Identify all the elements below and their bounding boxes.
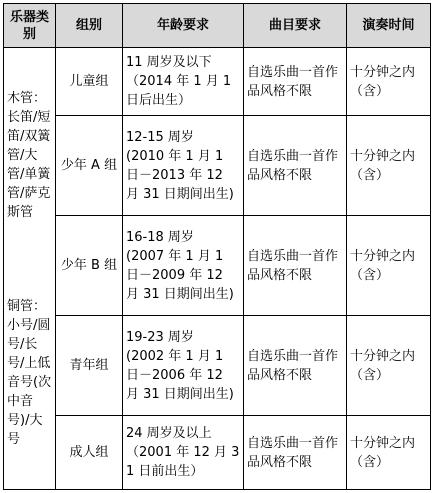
group-cell: 青年组 [56, 316, 123, 416]
table-row [4, 316, 431, 416]
time-cell: 十分钟之内（含） [347, 116, 431, 216]
group-cell: 少年 A 组 [56, 116, 123, 216]
header-age: 年龄要求 [123, 4, 244, 48]
table-row [4, 416, 431, 490]
group-cell: 儿童组 [56, 48, 123, 116]
age-title: 24 周岁及以上 [126, 426, 212, 441]
age-cell [123, 48, 244, 116]
age-cell [123, 416, 244, 490]
instrument-category-cell [4, 48, 56, 490]
instrument-woodwind: 木管：长笛/短笛/双簧管/大管/单簧管/萨克斯管 [7, 90, 51, 220]
piece-cell: 自选乐曲一首作品风格不限 [244, 48, 347, 116]
competition-rules-table [3, 3, 431, 490]
age-cell [123, 316, 244, 416]
time-cell: 十分钟之内（含） [347, 48, 431, 116]
header-time: 演奏时间 [347, 4, 431, 48]
age-detail: (2007 年 1 月 1 日－2009 年 12 月 31 日期间出生) [126, 248, 234, 302]
age-cell [123, 216, 244, 316]
piece-cell: 自选乐曲一首作品风格不限 [244, 216, 347, 316]
piece-cell: 自选乐曲一首作品风格不限 [244, 116, 347, 216]
age-cell [123, 116, 244, 216]
table-row [4, 116, 431, 216]
time-cell: 十分钟之内（含） [347, 216, 431, 316]
age-title: 11 周岁及以下 [126, 55, 212, 70]
age-title: 16-18 周岁 [126, 229, 194, 245]
group-cell: 成人组 [56, 416, 123, 490]
table-row [4, 48, 431, 116]
table-row [4, 216, 431, 316]
header-piece: 曲目要求 [244, 4, 347, 48]
age-title: 19-23 周岁 [126, 329, 194, 345]
time-cell: 十分钟之内（含） [347, 316, 431, 416]
age-detail: （2014 年 1 月 1 日后出生） [126, 74, 232, 108]
age-detail: (2002 年 1 月 1 日－2006 年 12 月 31 日期间出生) [126, 348, 234, 402]
piece-cell: 自选乐曲一首作品风格不限 [244, 316, 347, 416]
table-header-row [4, 4, 431, 48]
age-title: 12-15 周岁 [126, 129, 194, 145]
time-cell: 十分钟之内（含） [347, 416, 431, 490]
age-detail: （2001 年 12 月 31 日前出生） [126, 445, 240, 479]
age-detail: (2010 年 1 月 1 日－2013 年 12 月 31 日期间出生) [126, 148, 234, 202]
header-group: 组别 [56, 4, 123, 48]
header-instrument: 乐器类别 [4, 4, 56, 48]
piece-cell: 自选乐曲一首作品风格不限 [244, 416, 347, 490]
instrument-brass: 铜管：小号/圆号/长号/上低音号(次中音号)/大号 [7, 298, 52, 447]
group-cell: 少年 B 组 [56, 216, 123, 316]
